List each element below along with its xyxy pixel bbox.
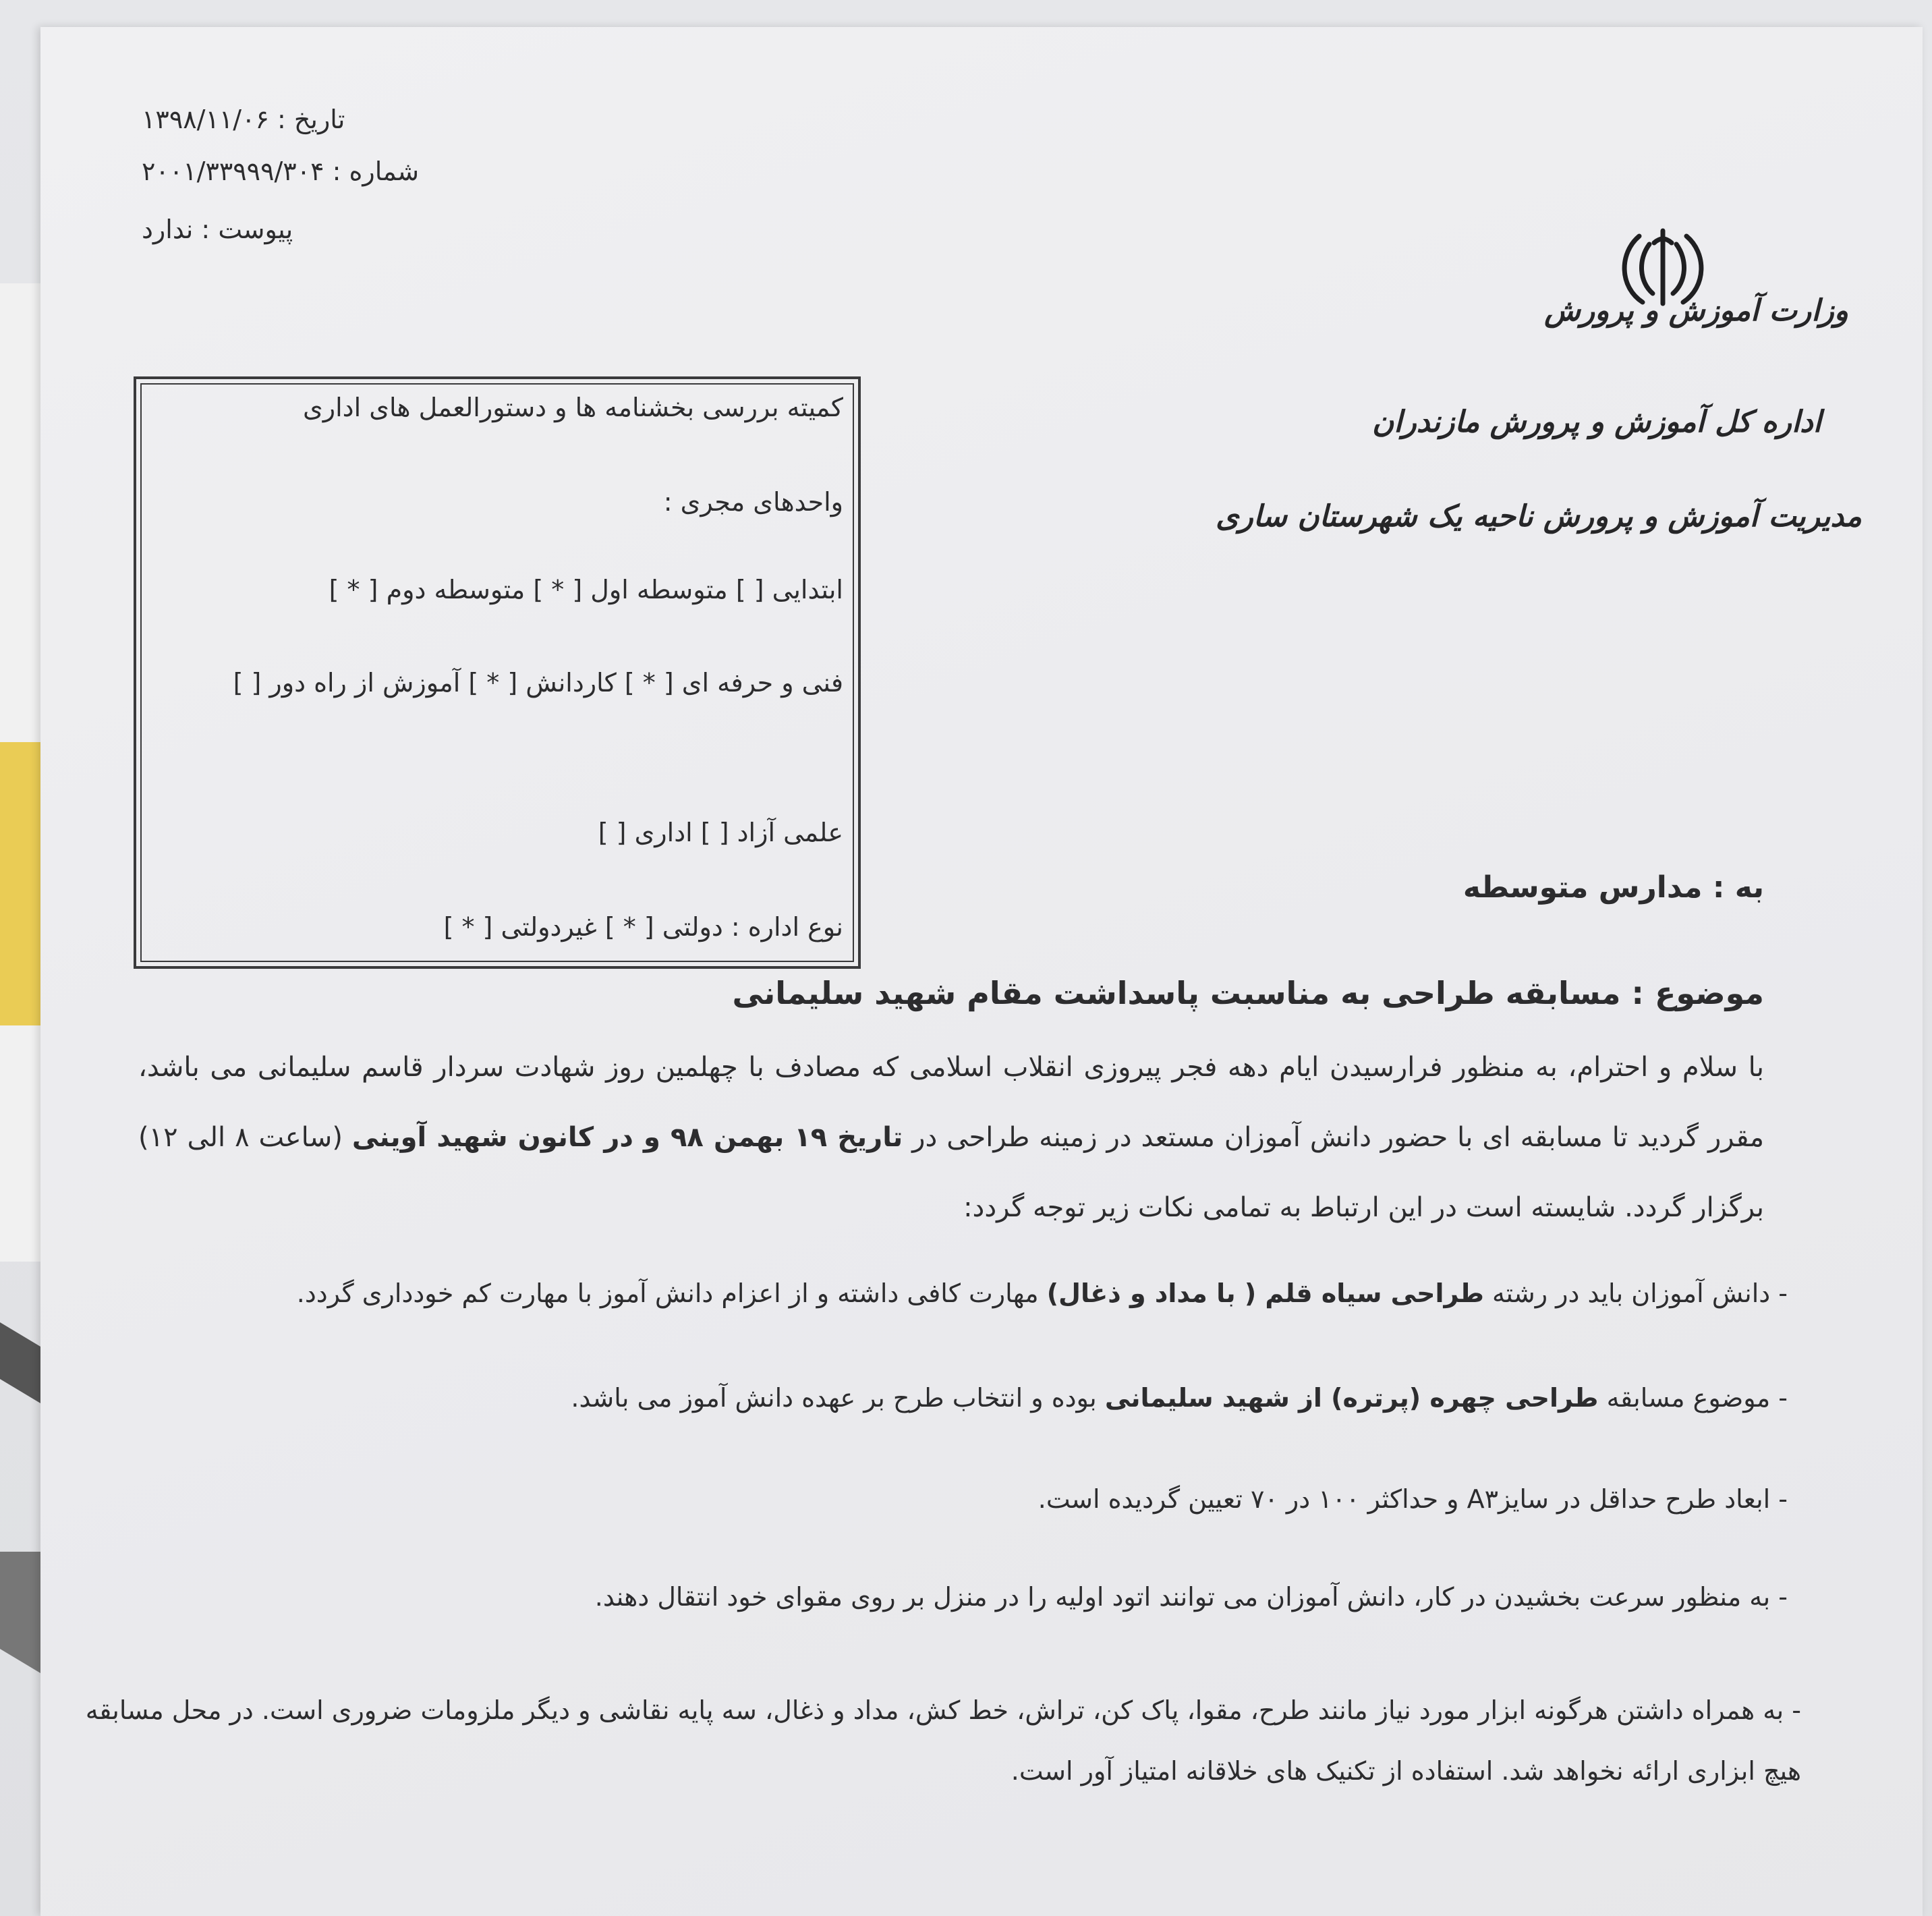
letter-number: شماره : ۲۰۰۱/۳۳۹۹۹/۳۰۴ xyxy=(142,157,420,186)
elementary-label: ابتدایی xyxy=(772,575,843,604)
kardanesh-checkbox: [ * ] xyxy=(468,668,518,698)
bullet-topic-end: بوده و انتخاب طرح بر عهده دانش آموز می باشد. xyxy=(571,1383,1097,1413)
body-paragraph xyxy=(138,1032,1764,1243)
body-event-date: تاریخ ۱۹ بهمن ۹۸ و در کانون شهید آوینی xyxy=(351,1122,903,1153)
dolati-checkbox: [ * ] xyxy=(604,912,654,942)
district-office-name: مدیریت آموزش و پرورش ناحیه یک شهرستان ساری xyxy=(1216,499,1862,534)
bullet-skill-end: مهارت کافی داشته و از اعزام دانش آموز با مهارت کم خودداری گردد. xyxy=(296,1278,1039,1308)
elementary-checkbox: [ ] xyxy=(735,575,764,604)
bullet-skill-bold: طراحی سیاه قلم ( با مداد و ذغال) xyxy=(1046,1278,1484,1308)
letter-date: تاریخ : ۱۳۹۸/۱۱/۰۶ xyxy=(142,105,345,134)
form-row-levels xyxy=(329,575,843,604)
bullet-topic-start: - موضوع مسابقه xyxy=(1606,1383,1788,1413)
bullet-sketch: - به منظور سرعت بخشیدن در کار، دانش آموزان می توانند اتود اولیه را در منزل بر روی مقوای خود انتقال دهند. xyxy=(594,1582,1788,1612)
distance-learning-checkbox: [ ] xyxy=(233,668,262,698)
middle1-checkbox: [ * ] xyxy=(533,575,583,604)
form-row-technical xyxy=(169,656,843,710)
letter-page xyxy=(40,27,1923,1916)
gheirdolati-checkbox: [ * ] xyxy=(443,912,493,942)
ministry-name: وزارت آموزش و پرورش xyxy=(1544,293,1848,328)
distance-learning-label: آموزش از راه دور xyxy=(269,668,461,698)
body-text-end: (ساعت ۸ الی ۱۲) برگزار گردد. شایسته است در این ارتباط به تمامی نکات زیر توجه گردد: xyxy=(138,1122,1764,1223)
dolati-label: دولتی xyxy=(662,912,723,942)
general-office-name: اداره کل آموزش و پرورش مازندران xyxy=(1371,405,1821,439)
middle2-checkbox: [ * ] xyxy=(329,575,378,604)
edari-checkbox: [ ] xyxy=(598,818,627,847)
form-row-other xyxy=(598,818,843,847)
azad-label: علمی آزاد xyxy=(737,818,843,847)
body-text-start: با سلام و احترام، به منظور فرارسیدن ایام دهه فجر پیروزی انقلاب اسلامی که مصادف با چهلمین روز شهادت سردار قاسم سلیمانی می باشد، مقرر گردید تا مسابقه ای با حضور دانش آموزان مستعد در زمینه طراحی در xyxy=(138,1052,1764,1153)
units-label: واحدهای مجری : xyxy=(663,487,843,517)
middle2-label: متوسطه دوم xyxy=(386,575,525,604)
middle1-label: متوسطه اول xyxy=(590,575,728,604)
azad-checkbox: [ ] xyxy=(700,818,729,847)
background-yellow-paper xyxy=(0,742,40,1025)
edari-label: اداری xyxy=(634,818,693,847)
technical-label: فنی و حرفه ای xyxy=(681,668,843,698)
subject-line: موضوع : مسابقه طراحی به مناسبت پاسداشت مقام شهید سلیمانی xyxy=(732,975,1764,1011)
bullet-tools: - به همراه داشتن هرگونه ابزار مورد نیاز مانند طرح، مقوا، پاک کن، تراش، خط کش، مداد و ذغال، سه پایه نقاشی و دیگر ملزومات ضروری است. در محل مسابقه هیچ ابزاری ارائه نخواهد شد. استفاده از تکنیک های خلاقانه امتیاز آور است. xyxy=(85,1695,1801,1786)
form-title: کمیته بررسی بخشنامه ها و دستورالعمل های اداری xyxy=(303,393,843,422)
form-row-admin-type xyxy=(444,912,843,942)
bullet-dimensions: - ابعاد طرح حداقل در سایزA۳ و حداکثر ۱۰۰ در ۷۰ تعیین گردیده است. xyxy=(1038,1484,1788,1514)
gheirdolati-label: غیردولتی xyxy=(501,912,597,942)
admin-type-label: نوع اداره : xyxy=(731,912,843,942)
letter-attachment: پیوست : ندارد xyxy=(142,215,293,244)
kardanesh-label: کاردانش xyxy=(525,668,617,698)
bullet-topic-bold: طراحی چهره (پرتره) از شهید سلیمانی xyxy=(1104,1383,1599,1413)
bullet-skill xyxy=(297,1278,1788,1308)
technical-checkbox: [ * ] xyxy=(624,668,674,698)
bullet-topic xyxy=(571,1383,1788,1413)
distribution-form-box xyxy=(134,376,861,969)
bullet-skill-start: - دانش آموزان باید در رشته xyxy=(1492,1278,1788,1308)
recipient-line: به : مدارس متوسطه xyxy=(1462,870,1764,905)
